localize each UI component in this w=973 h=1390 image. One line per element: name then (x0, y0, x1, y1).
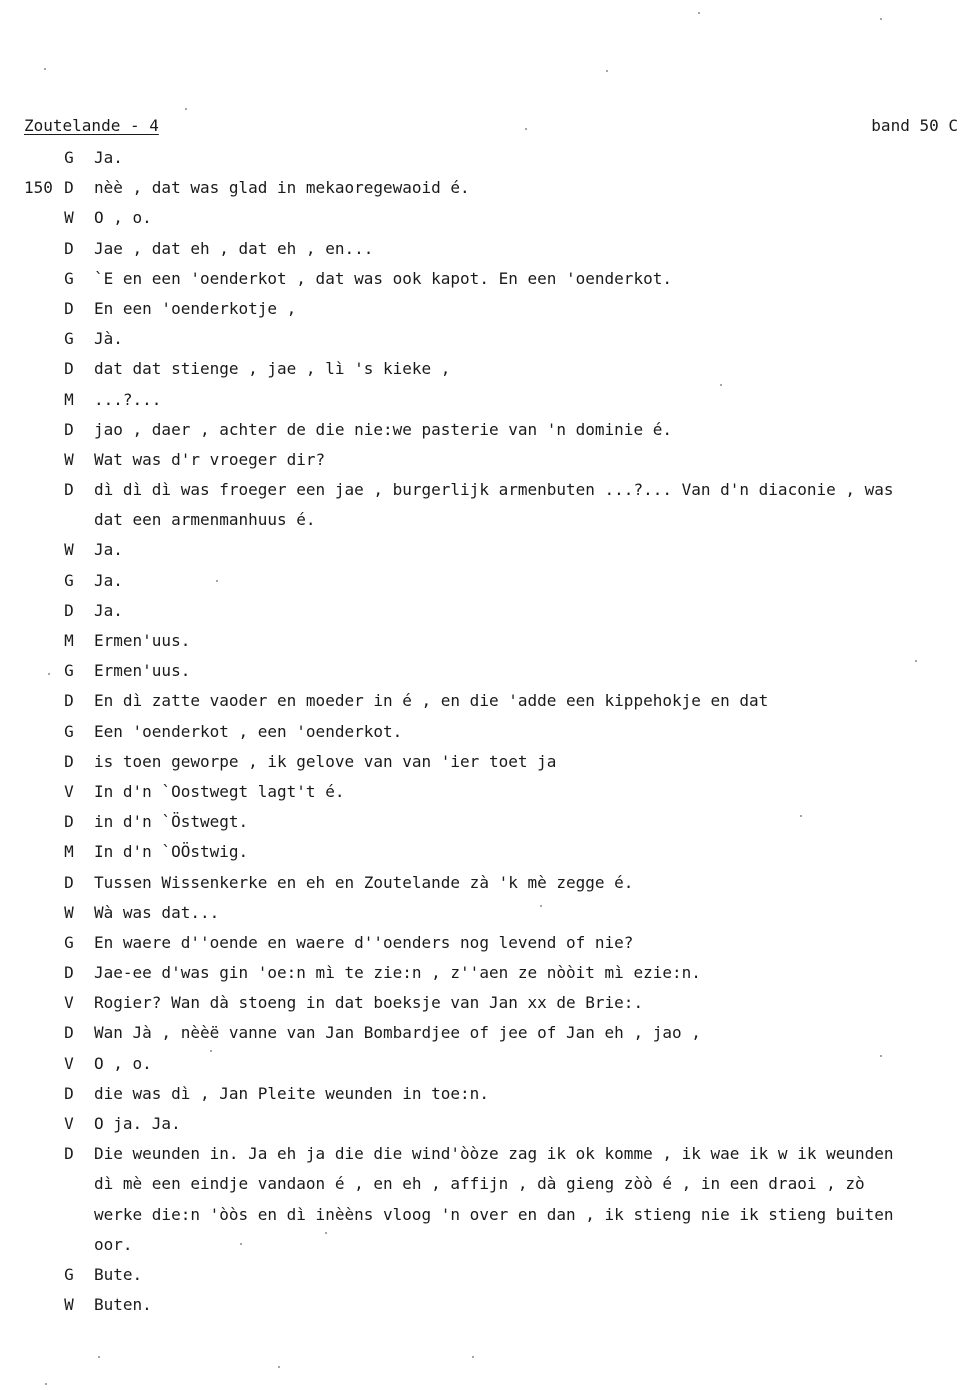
speaker-code: D (64, 419, 74, 439)
utterance-text: Een 'oenderkot , een 'oenderkot. (94, 721, 403, 741)
utterance-text: Wat was d'r vroeger dir? (94, 449, 326, 469)
speaker-code: D (64, 178, 74, 198)
utterance-text: Rogier? Wan dà stoeng in dat boeksje van Jan xx de Brie:. (94, 993, 644, 1013)
speaker-code: G (64, 570, 74, 590)
speaker-code: G (64, 721, 74, 741)
transcript-line (0, 327, 973, 357)
speaker-code: D (64, 238, 74, 258)
utterance-text: `E en een 'oenderkot , dat was ook kapot. En een 'oenderkot. (94, 268, 672, 288)
speaker-code: W (64, 449, 74, 469)
utterance-text: En dì zatte vaoder en moeder in é , en die 'adde een kippehokje en dat (94, 691, 769, 711)
utterance-text: Jae , dat eh , dat eh , en... (94, 238, 374, 258)
utterance-text: O , o. (94, 208, 152, 228)
scan-speck (325, 1232, 327, 1234)
speaker-code: D (64, 359, 74, 379)
transcript-line (0, 689, 973, 719)
scan-speck (44, 68, 46, 70)
scan-speck (98, 1356, 100, 1358)
scan-speck (720, 384, 722, 386)
speaker-code: D (64, 1144, 74, 1164)
utterance-text: Ja. (94, 540, 123, 560)
transcript-line (0, 931, 973, 961)
transcript-line (0, 1263, 973, 1293)
utterance-text: In d'n `OÖstwig. (94, 842, 249, 862)
transcript-line (0, 961, 973, 991)
utterance-text: Ja. (94, 600, 123, 620)
speaker-code: D (64, 1083, 74, 1103)
speaker-code: W (64, 208, 74, 228)
transcript-line (0, 146, 973, 176)
transcript-line (0, 357, 973, 387)
utterance-text: Jà. (94, 329, 123, 349)
speaker-code: D (64, 480, 74, 500)
transcript-line (0, 1082, 973, 1112)
utterance-text: dat dat stienge , jae , lì 's kieke , (94, 359, 451, 379)
transcript-line (0, 750, 973, 780)
scan-speck (240, 1243, 242, 1245)
utterance-text: nèè , dat was glad in mekaoregewaoid é. (94, 178, 470, 198)
speaker-code: W (64, 902, 74, 922)
transcript-line (0, 388, 973, 418)
utterance-text: En een 'oenderkotje , (94, 298, 297, 318)
utterance-text: Ja. (94, 148, 123, 167)
scan-speck (278, 1366, 280, 1368)
transcript-line (0, 176, 973, 206)
transcript-line (0, 508, 973, 538)
transcript-line (0, 780, 973, 810)
utterance-text: Bute. (94, 1264, 143, 1284)
transcript-line (0, 1233, 973, 1263)
speaker-code: G (64, 148, 74, 167)
utterance-text: Tussen Wissenkerke en eh en Zoutelande zà 'k mè zegge é. (94, 872, 634, 892)
speaker-code: M (64, 389, 74, 409)
scan-speck (525, 128, 527, 130)
transcript-line (0, 297, 973, 327)
speaker-code: W (64, 540, 74, 560)
speaker-code: D (64, 872, 74, 892)
utterance-text: Jae-ee d'was gin 'oe:n mì te zie:n , z''aen ze nòòit mì ezie:n. (94, 963, 701, 983)
transcript-line (0, 267, 973, 297)
scan-speck (472, 1356, 474, 1358)
utterance-text: In d'n `Oostwegt lagt't é. (94, 781, 345, 801)
scan-speck (185, 108, 187, 110)
transcript-body (0, 146, 973, 1323)
transcript-line (0, 991, 973, 1021)
scan-speck (48, 673, 50, 675)
speaker-code: G (64, 329, 74, 349)
transcript-line (0, 901, 973, 931)
utterance-text: O , o. (94, 1053, 152, 1073)
speaker-code: G (64, 661, 74, 681)
utterance-text: Buten. (94, 1295, 152, 1315)
scan-speck (606, 70, 608, 72)
speaker-code: D (64, 298, 74, 318)
transcript-line (0, 720, 973, 750)
scan-speck (45, 1383, 47, 1385)
utterance-text: in d'n `Östwegt. (94, 812, 249, 832)
transcript-line (0, 538, 973, 568)
utterance-text: dat een armenmanhuus é. (94, 510, 316, 530)
page-title: Zoutelande - 4 (24, 116, 159, 135)
transcript-line (0, 1142, 973, 1172)
scan-speck (210, 1050, 212, 1052)
speaker-code: V (64, 1114, 74, 1133)
scan-speck (915, 660, 917, 662)
utterance-text: Ermen'uus. (94, 631, 191, 650)
transcript-line (0, 629, 973, 659)
utterance-text: Ermen'uus. (94, 661, 191, 681)
transcript-line (0, 418, 973, 448)
speaker-code: V (64, 993, 74, 1013)
speaker-code: M (64, 842, 74, 862)
utterance-text: dì dì dì was froeger een jae , burgerlijk armenbuten ...?... Van d'n diaconie , was (94, 480, 894, 500)
scan-speck (880, 18, 882, 20)
utterance-text: die was dì , Jan Pleite weunden in toe:n. (94, 1083, 489, 1103)
speaker-code: G (64, 1264, 74, 1284)
scan-speck (540, 905, 542, 907)
speaker-code: G (64, 932, 74, 952)
utterance-text: Die weunden in. Ja eh ja die die wind'òòze zag ik ok komme , ik wae ik w ik weunden (94, 1144, 894, 1164)
speaker-code: V (64, 1053, 74, 1073)
utterance-text: Wan Jà , nèèë vanne van Jan Bombardjee of jee of Jan eh , jao , (94, 1023, 701, 1043)
transcript-line (0, 659, 973, 689)
utterance-text: Ja. (94, 570, 123, 590)
transcript-line (0, 871, 973, 901)
transcript-line (0, 1172, 973, 1202)
speaker-code: D (64, 600, 74, 620)
speaker-code: M (64, 631, 74, 650)
utterance-text: O ja. Ja. (94, 1114, 181, 1133)
transcript-line (0, 810, 973, 840)
transcript-line (0, 478, 973, 508)
speaker-code: D (64, 812, 74, 832)
line-number: 150 (24, 178, 53, 198)
transcript-line (0, 569, 973, 599)
speaker-code: D (64, 1023, 74, 1043)
transcript-line (0, 1203, 973, 1233)
utterance-text: En waere d''oende en waere d''oenders nog levend of nie? (94, 932, 634, 952)
transcript-line (0, 206, 973, 236)
utterance-text: ...?... (94, 389, 162, 409)
scan-speck (880, 1055, 882, 1057)
transcript-line (0, 1052, 973, 1082)
speaker-code: D (64, 751, 74, 771)
tape-label: band 50 C (871, 116, 958, 135)
utterance-text: dì mè een eindje vandaon é , en eh , affijn , dà gieng zòò é , in een draoi , zò (94, 1174, 865, 1194)
transcript-line (0, 1112, 973, 1142)
transcript-line (0, 840, 973, 870)
utterance-text: oor. (94, 1234, 133, 1254)
utterance-text: jao , daer , achter de die nie:we pasterie van 'n dominie é. (94, 419, 672, 439)
transcript-line (0, 237, 973, 267)
transcript-line (0, 1021, 973, 1051)
scan-speck (216, 580, 218, 582)
speaker-code: V (64, 781, 74, 801)
speaker-code: G (64, 268, 74, 288)
transcript-line (0, 599, 973, 629)
speaker-code: D (64, 691, 74, 711)
scan-speck (698, 12, 700, 14)
scan-speck (800, 815, 802, 817)
utterance-text: werke die:n 'òòs en dì inèèns vloog 'n over en dan , ik stieng nie ik stieng buiten (94, 1204, 894, 1224)
speaker-code: D (64, 963, 74, 983)
speaker-code: W (64, 1295, 74, 1315)
utterance-text: Wà was dat... (94, 902, 220, 922)
transcript-line (0, 1293, 973, 1323)
utterance-text: is toen geworpe , ik gelove van van 'ier toet ja (94, 751, 557, 771)
transcript-line (0, 448, 973, 478)
